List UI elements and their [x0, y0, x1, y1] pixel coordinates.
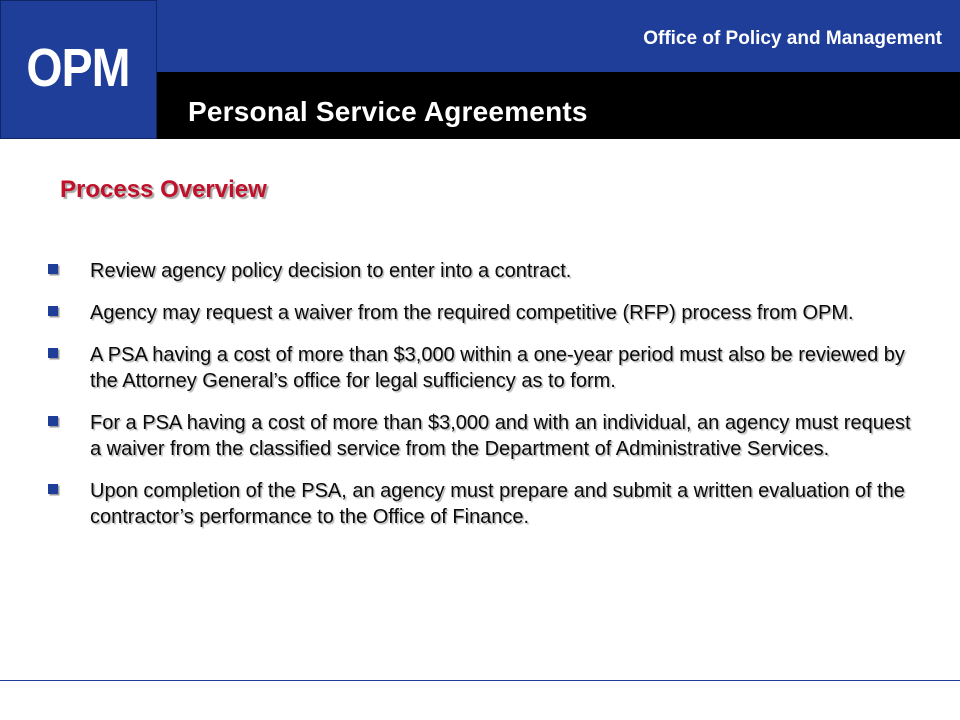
- list-item: [48, 410, 918, 462]
- list-item-text: A PSA having a cost of more than $3,000 within a one-year period must also be reviewed by the Attorney General’s office for legal sufficiency as to form.: [90, 344, 905, 392]
- list-item-text: Upon completion of the PSA, an agency must prepare and submit a written evaluation of the contractor’s performance to the Office of Finance.: [90, 480, 905, 528]
- opm-logo: [0, 0, 157, 139]
- square-bullet-icon: [48, 416, 58, 426]
- list-item: [48, 342, 918, 394]
- square-bullet-icon: [48, 306, 58, 316]
- logo-text: OPM: [26, 37, 131, 98]
- header-title-bar: [157, 72, 960, 139]
- list-item: [48, 478, 918, 530]
- list-item: [48, 300, 918, 326]
- section-heading: Process Overview: [60, 176, 267, 203]
- square-bullet-icon: [48, 348, 58, 358]
- bottom-divider: [0, 680, 960, 681]
- list-item-text: Review agency policy decision to enter into a contract.: [90, 260, 572, 282]
- page-title: Personal Service Agreements: [188, 96, 588, 127]
- org-name: Office of Policy and Management: [643, 28, 942, 49]
- square-bullet-icon: [48, 484, 58, 494]
- list-item-text: Agency may request a waiver from the required competitive (RFP) process from OPM.: [90, 302, 854, 324]
- list-item-text: For a PSA having a cost of more than $3,000 and with an individual, an agency must request a waiver from the classified service from the Department of Administrative Services.: [90, 412, 911, 460]
- bullet-list: [48, 258, 918, 546]
- square-bullet-icon: [48, 264, 58, 274]
- header-top-bar: [157, 0, 960, 72]
- list-item: [48, 258, 918, 284]
